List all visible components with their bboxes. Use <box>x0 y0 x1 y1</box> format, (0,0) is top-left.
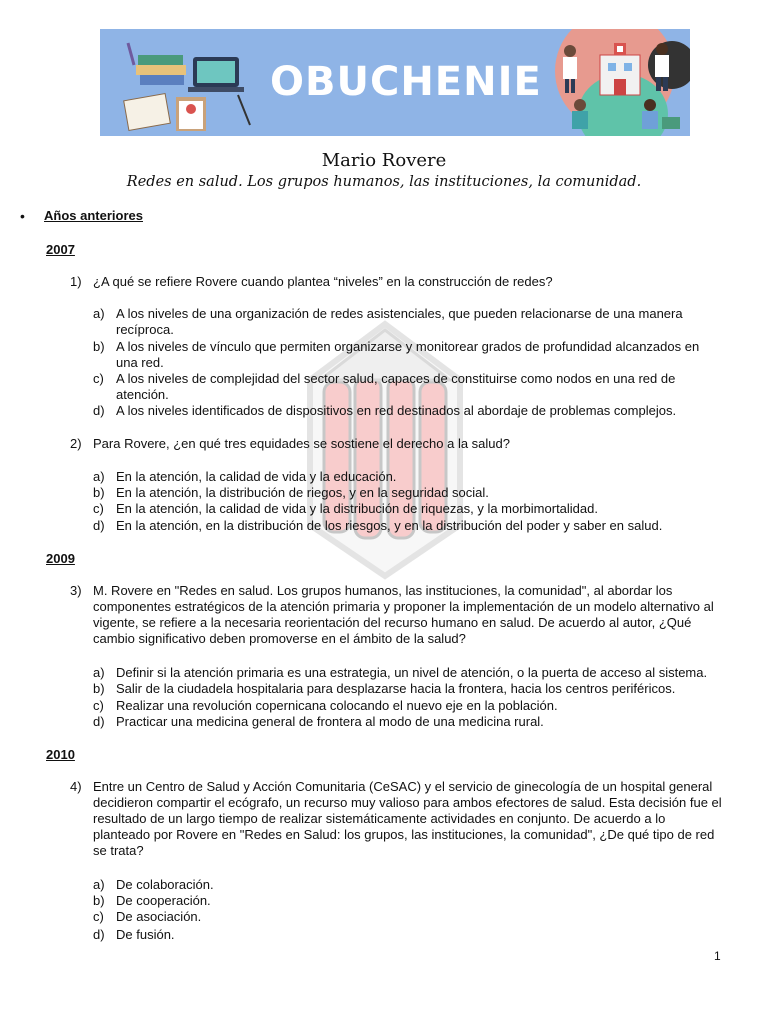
question-number: 3) <box>70 583 82 598</box>
question-number: 4) <box>70 779 82 794</box>
year-heading: 2009 <box>46 551 75 566</box>
option-text: De asociación. <box>116 909 202 924</box>
option-text: De fusión. <box>116 927 175 942</box>
option-text: En la atención, la distribución de riegos, y en la seguridad social. <box>116 485 489 500</box>
option-text: De cooperación. <box>116 893 211 908</box>
option-text: Definir si la atención primaria es una estrategia, un nivel de atención, o la puerta de acceso al sistema. <box>116 665 708 680</box>
document-author: Mario Rovere <box>321 150 447 171</box>
option-text: A los niveles identificados de dispositivos en red destinados al abordaje de problemas complejos. <box>116 403 677 418</box>
year-heading: 2010 <box>46 747 75 762</box>
option-text: En la atención, la calidad de vida y la educación. <box>116 469 397 484</box>
option-text: Salir de la ciudadela hospitalaria para desplazarse hacia la frontera, hacia los centros periféricos. <box>116 681 676 696</box>
bullet-icon: • <box>20 208 25 224</box>
option-text: Practicar una medicina general de frontera al modo de una medicina rural. <box>116 714 544 729</box>
page-number: 1 <box>714 949 721 963</box>
question-text: ¿A qué se refiere Rovere cuando plantea “niveles” en la construcción de redes? <box>93 274 553 289</box>
study-illustration-icon <box>108 35 258 131</box>
option-letter: b) <box>93 485 105 500</box>
question-text: M. Rovere en "Redes en salud. Los grupos humanos, las instituciones, la comunidad", al abordar los componentes estratégicos de la atención primaria y proponer la implementación de un modelo alternativo al vigente, se refiere a la necesaria reorientación del recurso humano en salud. De acuerdo al autor, ¿Qué cambio significativo deben promoverse en el ámbito de la salud? <box>93 583 714 646</box>
option-text: En la atención, la calidad de vida y la distribución de riquezas, y la morbimortalidad. <box>116 501 598 516</box>
question-number: 2) <box>70 436 82 451</box>
option-text: Realizar una revolución copernicana colocando el nuevo eje en la población. <box>116 698 558 713</box>
banner-title: OBUCHENIE <box>270 59 542 105</box>
option-letter: b) <box>93 339 105 354</box>
question-number: 1) <box>70 274 82 289</box>
option-letter: b) <box>93 681 105 696</box>
document-subtitle: Redes en salud. Los grupos humanos, las instituciones, la comunidad. <box>126 174 642 190</box>
option-text: En la atención, en la distribución de los riesgos, y en la distribución del poder y saber en salud. <box>116 518 663 533</box>
option-letter: d) <box>93 518 105 533</box>
option-text: A los niveles de una organización de redes asistenciales, que pueden relacionarse de una manera recíproca. <box>116 306 683 337</box>
question-text: Entre un Centro de Salud y Acción Comunitaria (CeSAC) y el servicio de ginecología de un hospital general decidieron compartir el ecógrafo, un recurso muy valioso para ambos efectores de salud. Esta decisión fue el resultado de un largo tiempo de realizar sistemáticamente actividades en conjunto. De acuerdo a lo planteado por Rovere en "Redes en Salud: los grupos, las instituciones, la comunidad", ¿De qué tipo de red se trata? <box>93 779 722 858</box>
option-letter: c) <box>93 698 104 713</box>
option-text: A los niveles de vínculo que permiten organizarse y monitorear grados de profundidad alcanzados en una red. <box>116 339 700 370</box>
header-banner <box>100 29 690 136</box>
option-letter: c) <box>93 371 104 386</box>
question-text: Para Rovere, ¿en qué tres equidades se sostiene el derecho a la salud? <box>93 436 510 451</box>
section-title: Años anteriores <box>44 208 143 223</box>
option-letter: a) <box>93 665 105 680</box>
option-letter: b) <box>93 893 105 908</box>
option-letter: c) <box>93 501 104 516</box>
option-letter: a) <box>93 877 105 892</box>
option-letter: d) <box>93 927 105 942</box>
option-letter: a) <box>93 469 105 484</box>
option-letter: c) <box>93 909 104 924</box>
year-heading: 2007 <box>46 242 75 257</box>
doctors-illustration-icon <box>550 33 685 133</box>
option-letter: d) <box>93 403 105 418</box>
option-text: De colaboración. <box>116 877 214 892</box>
option-letter: d) <box>93 714 105 729</box>
option-text: A los niveles de complejidad del sector salud, capaces de constituirse como nodos en una red de atención. <box>116 371 676 402</box>
option-letter: a) <box>93 306 105 321</box>
